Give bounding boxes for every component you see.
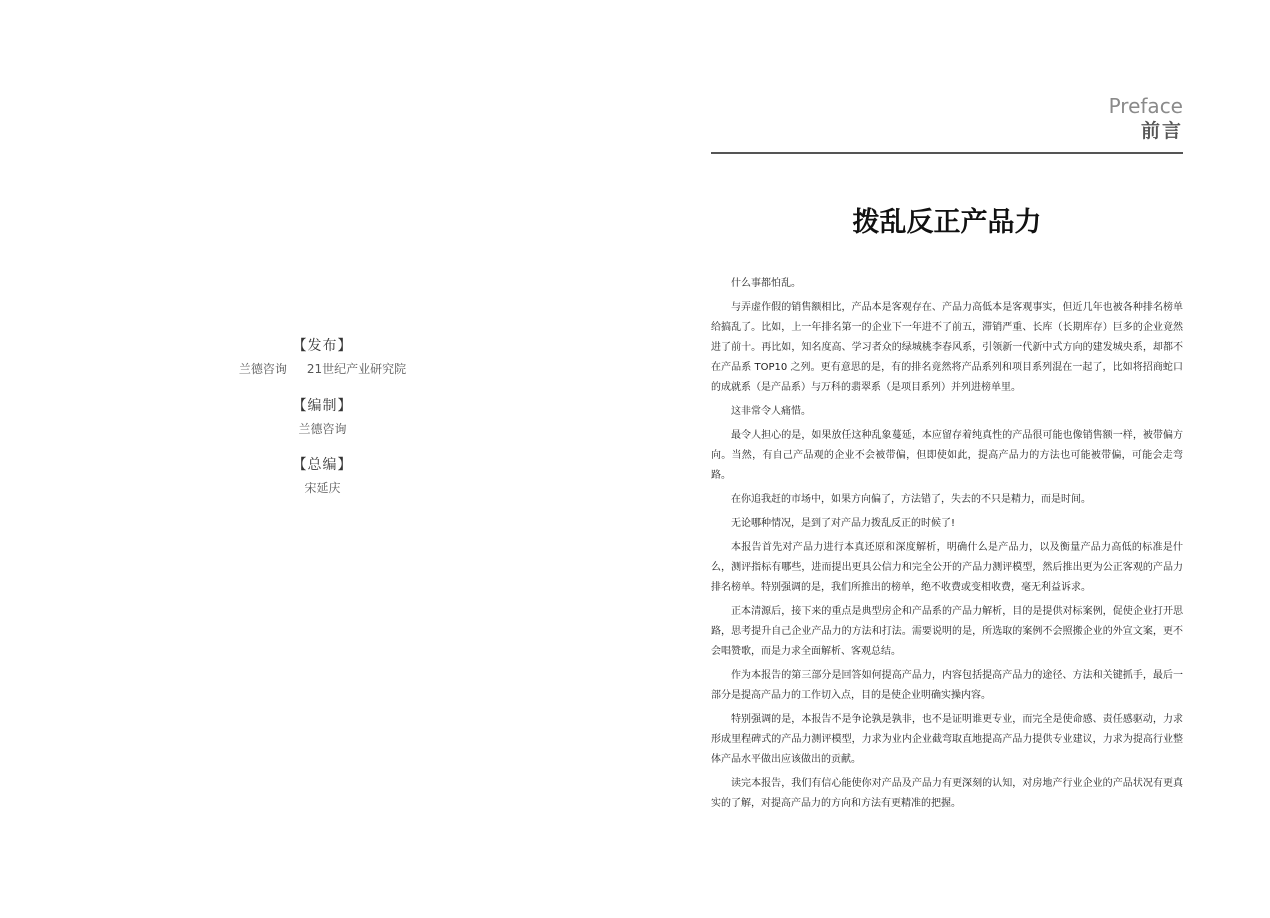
paragraph: 在你追我赶的市场中，如果方向偏了，方法错了，失去的不只是精力，而是时间。 — [731, 494, 1091, 505]
page-title: 拨乱反正产品力 — [852, 207, 1042, 238]
paragraph: 正本清源后，接下来的重点是典型房企和产品系的产品力解析，目的是提供对标案例，促使企业打开思路，思考提升自己企业产品力的方法和打法。需要说明的是，所选取的案例不会照搬企业的外宣文案，更不会唱赞歌，而是力求全面解析、客观总结。 — [711, 606, 1183, 657]
section-header-en: Preface — [1108, 94, 1183, 118]
publish-title: 【发布】 — [292, 338, 353, 354]
compile-value: 兰德咨询 — [298, 422, 347, 436]
right-page — [711, 0, 1183, 918]
compile-title: 【编制】 — [292, 398, 353, 414]
paragraph: 特别强调的是，本报告不是争论孰是孰非，也不是证明谁更专业，而完全是使命感、责任感驱动，力求形成里程碑式的产品力测评模型，力求为业内企业截弯取直地提高产品力提供专业建议，力求为提高行业整体产品水平做出应该做出的贡献。 — [711, 714, 1183, 765]
section-header-cn: 前言 — [1140, 120, 1183, 142]
paragraph: 与弄虚作假的销售额相比，产品本是客观存在、产品力高低本是客观事实，但近几年也被各种排名榜单给搞乱了。比如，上一年排名第一的企业下一年进不了前五，滞销严重、长库（长期库存）巨多的企业竟然进了前十。再比如，知名度高、学习者众的绿城桃李春风系，引领新一代新中式方向的建发城央系，却都不在产品系 TOP10 之列。更有意思的是，有的排名竟然将产品系列和项目系列混在一起了，比如将招商蛇口的成就系（是产品系）与万科的翡翠系（是项目系列）并列进榜单里。 — [711, 302, 1183, 393]
publish-org-a: 兰德咨询 — [238, 362, 287, 376]
publish-org-b: 21世纪产业研究院 — [306, 362, 407, 376]
paragraph: 作为本报告的第三部分是回答如何提高产品力，内容包括提高产品力的途径、方法和关键抓手，最后一部分是提高产品力的工作切入点，目的是使企业明确实操内容。 — [711, 670, 1183, 701]
paragraph: 本报告首先对产品力进行本真还原和深度解析，明确什么是产品力，以及衡量产品力高低的标准是什么，测评指标有哪些，进而提出更具公信力和完全公开的产品力测评模型，然后推出更为公正客观的产品力排名榜单。特别强调的是，我们所推出的榜单，绝不收费或变相收费，毫无利益诉求。 — [711, 542, 1183, 593]
editor-value: 宋延庆 — [304, 481, 341, 495]
paragraph: 什么事都怕乱。 — [731, 278, 801, 289]
publish-value — [0, 360, 645, 378]
preface-body — [711, 274, 1183, 818]
paragraph: 最令人担心的是，如果放任这种乱象蔓延，本应留存着纯真性的产品很可能也像销售额一样，被带偏方向。当然，有自己产品观的企业不会被带偏，但即使如此，提高产品力的方法也可能被带偏，可能会走弯路。 — [711, 430, 1183, 481]
paragraph: 读完本报告，我们有信心能使你对产品及产品力有更深刻的认知，对房地产行业企业的产品状况有更真实的了解，对提高产品力的方向和方法有更精准的把握。 — [711, 778, 1183, 809]
editor-credit — [0, 455, 645, 497]
compile-credit — [0, 396, 645, 438]
editor-title: 【总编】 — [292, 457, 353, 473]
publish-credit — [0, 336, 645, 378]
header-divider — [711, 152, 1183, 154]
paragraph: 这非常令人痛惜。 — [731, 406, 811, 417]
paragraph: 无论哪种情况，是到了对产品力拨乱反正的时候了! — [731, 518, 956, 529]
